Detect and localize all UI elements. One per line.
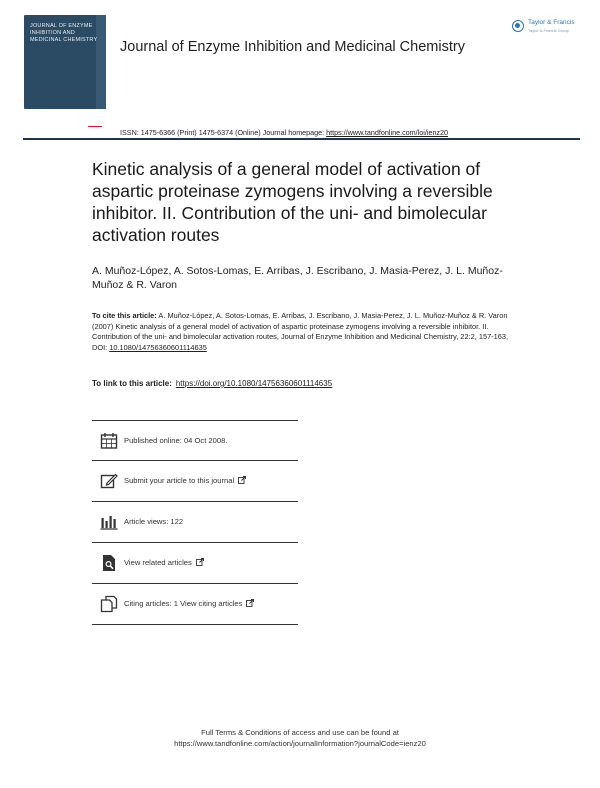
citation-block [92, 311, 522, 353]
article-link-line [92, 379, 332, 388]
article-views-text: Article views: 122 [124, 517, 184, 526]
cover-title [30, 23, 100, 44]
publisher-brand: Taylor & Francis [528, 19, 575, 26]
submit-article-row[interactable] [92, 461, 298, 502]
citing-articles-row[interactable] [92, 584, 298, 625]
cover-line: JOURNAL OF ENZYME [30, 23, 93, 29]
external-link-icon [238, 476, 246, 484]
related-articles-row[interactable] [92, 543, 298, 584]
article-views-row [92, 502, 298, 543]
related-articles-link[interactable] [124, 558, 204, 567]
journal-homepage-link[interactable]: https://www.tandfonline.com/loi/ienz20 [326, 128, 449, 137]
edit-icon [100, 472, 118, 490]
footer-terms-link[interactable]: https://www.tandfonline.com/action/journalInformation?journalCode=ienz20 [174, 739, 426, 748]
external-link-icon [196, 558, 204, 566]
article-title: Kinetic analysis of a general model of activation of aspartic proteinase zymogens involving a reversible inhibitor. II. Contribution of the uni- and bimolecular activation routes [92, 159, 493, 245]
article-info-box [92, 420, 298, 625]
citing-articles-label: Citing articles: 1 View citing articles [124, 599, 243, 608]
external-link-icon [246, 599, 254, 607]
journal-cover-image[interactable] [24, 15, 106, 109]
citation-doi-link[interactable]: 10.1080/14756360601114635 [109, 342, 207, 352]
bar-chart-icon [100, 513, 118, 531]
submit-article-link[interactable] [124, 476, 246, 485]
journal-title[interactable]: Journal of Enzyme Inhibition and Medicinal Chemistry [120, 39, 465, 55]
published-online-row [92, 420, 298, 461]
citation-text: A. Muñoz-López, A. Sotos-Lomas, E. Arribas, J. Escribano, J. Masia-Perez, J. L. Muñoz-Muñoz & R. Varon (2007) Kinetic analysis of a general model of activation of aspartic proteinase zymogens involving a reversible inhibitor. II. Contribution of the uni- and bimolecular activation routes, Journal of Enzyme Inhibition and Medicinal Chemistry, 22:2, 157-163, DOI: [92, 311, 509, 352]
search-document-icon [100, 554, 118, 572]
cover-line: INHIBITION AND [30, 30, 75, 36]
published-online-text: Published online: 04 Oct 2008. [124, 436, 228, 445]
footer [0, 727, 600, 749]
article-authors: A. Muñoz-López, A. Sotos-Lomas, E. Arribas, J. Escribano, J. Masia-Perez, J. L. Muñoz-Muñoz & R. Varon [92, 265, 503, 291]
citing-articles-link[interactable] [124, 599, 254, 608]
calendar-icon [100, 432, 118, 450]
issn-text: ISSN: 1475-6366 (Print) 1475-6374 (Online) Journal homepage: [120, 128, 327, 137]
publisher-logo-icon [512, 20, 524, 32]
related-articles-label: View related articles [124, 558, 192, 567]
citation-label: To cite this article: [92, 311, 157, 320]
decorative-line [88, 126, 102, 127]
article-doi-link[interactable]: https://doi.org/10.1080/14756360601114635 [175, 379, 333, 388]
header-rule [23, 138, 580, 140]
copy-icon [100, 595, 118, 613]
footer-terms-text: Full Terms & Conditions of access and use can be found at [201, 728, 399, 737]
publisher-sub: Taylor & Francis Group [528, 28, 569, 33]
submit-article-label: Submit your article to this journal [124, 476, 235, 485]
issn-line [120, 128, 448, 137]
article-link-label: To link to this article: [92, 379, 172, 388]
cover-line: MEDICINAL CHEMISTRY [30, 37, 98, 43]
publisher-logo[interactable] [512, 17, 586, 37]
